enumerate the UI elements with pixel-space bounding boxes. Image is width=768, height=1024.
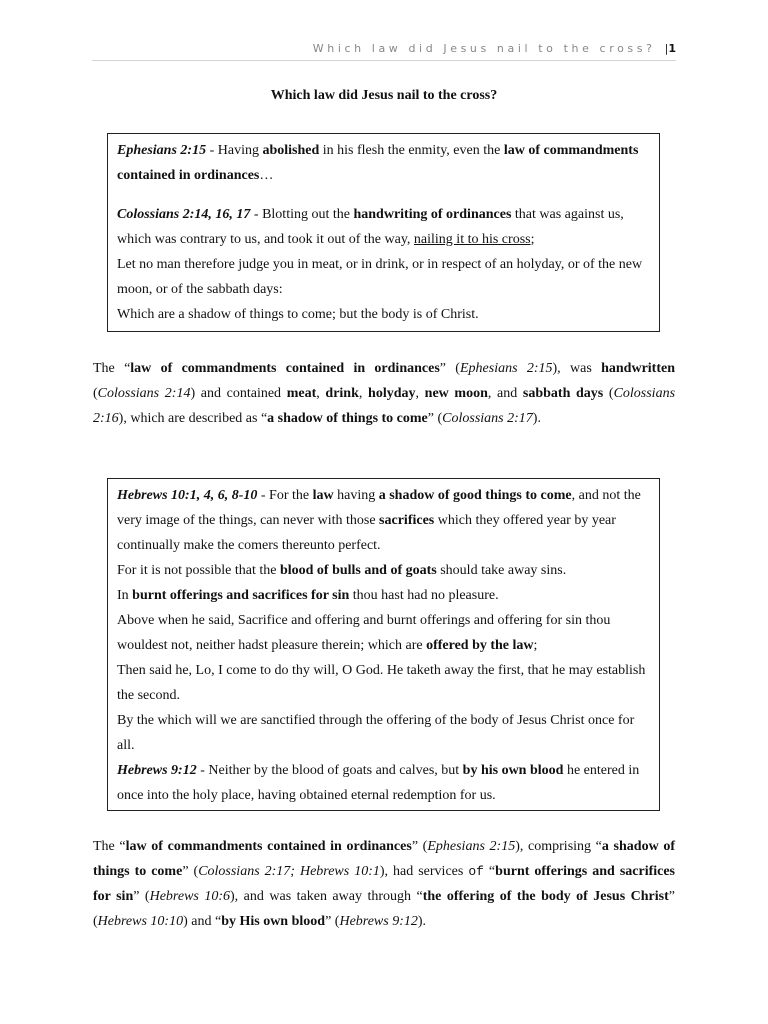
colossians-verse-16: Let no man therefore judge you in meat, or in drink, or in respect of an holyday, or of the new moon, or of the sabbath days: [117, 257, 643, 297]
page-title: Which law did Jesus nail to the cross? [270, 88, 498, 103]
colossians-quote: Colossians 2:14, 16, 17 - Blotting out the handwriting of ordinances that was against us, which was contrary to us, and took it out of the way, nailing it to his cross; [117, 207, 624, 247]
hebrews-10-10: By the which will we are sanctified through the offering of the body of Jesus Christ once for all. [117, 713, 635, 753]
running-header [92, 42, 676, 61]
colossians-reference: Colossians 2:14, 16, 17 [117, 207, 251, 222]
commentary-paragraph-1: The “law of commandments contained in ordinances” (Ephesians 2:15), was handwritten (Colossians 2:14) and contained meat, drink, holyday, new moon, and sabbath days (Colossians 2:16), which are described as “a shadow of things to come” (Colossians 2:17). [93, 361, 676, 426]
hebrews-reference: Hebrews 10:1, 4, 6, 8-10 [117, 488, 258, 503]
running-title: Which law did Jesus nail to the cross? [312, 42, 656, 55]
hebrews-9-12-reference: Hebrews 9:12 [117, 763, 197, 778]
hebrews-10-4: For it is not possible that the blood of bulls and of goats should take away sins. [117, 563, 567, 578]
ephesians-reference: Ephesians 2:15 [117, 143, 207, 158]
header-separator: | [664, 42, 669, 55]
scripture-box-ephesians-colossians [107, 133, 660, 332]
hebrews-10-8: Above when he said, Sacrifice and offering and burnt offerings and offering for sin thou wouldest not, neither hadst pleasure therein; which are offered by the law; [117, 613, 611, 653]
hebrews-9-12: Hebrews 9:12 - Neither by the blood of goats and calves, but by his own blood he entered in once into the holy place, having obtained eternal redemption for us. [117, 763, 640, 803]
hebrews-10-1: Hebrews 10:1, 4, 6, 8-10 - For the law having a shadow of good things to come, and not the very image of the things, can never with those sacrifices which they offered year by year continually make the comers thereunto perfect. [117, 488, 641, 553]
hebrews-10-9: Then said he, Lo, I come to do thy will, O God. He taketh away the first, that he may establish the second. [117, 663, 646, 703]
scripture-box-hebrews [107, 478, 660, 811]
colossians-verse-17: Which are a shadow of things to come; but the body is of Christ. [117, 307, 479, 322]
commentary-paragraph-2: The “law of commandments contained in ordinances” (Ephesians 2:15), comprising “a shadow of things to come” (Colossians 2:17; Hebrews 10:1), had services of “burnt offerings and sacrifices for sin” (Hebrews 10:6), and was taken away through “the offering of the body of Jesus Christ” (Hebrews 10:10) and “by His own blood” (Hebrews 9:12). [93, 839, 676, 929]
ephesians-quote: Ephesians 2:15 - Having abolished in his flesh the enmity, even the law of commandments contained in ordinances… [117, 143, 639, 183]
hebrews-10-6: In burnt offerings and sacrifices for sin thou hast had no pleasure. [117, 588, 499, 603]
page-number: 1 [668, 42, 676, 55]
